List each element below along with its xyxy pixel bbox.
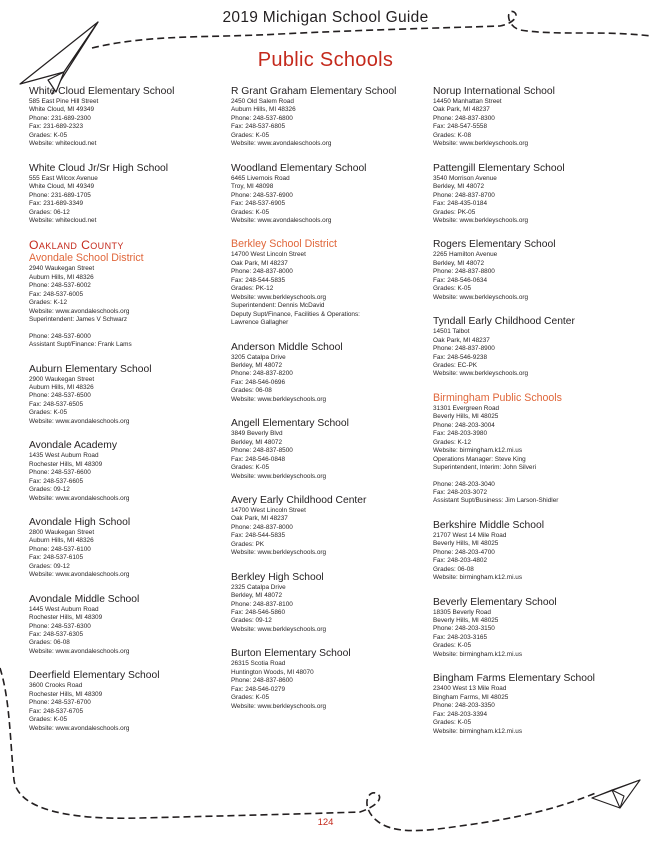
school-entry [29,162,234,226]
detail-line: Rochester Hills, MI 48309 [29,690,103,698]
school-entry [231,417,436,481]
detail-line: Fax: 248-546-5860 [231,609,286,617]
detail-line: 2800 Waukegan Street [29,528,95,536]
page-number: 124 [317,817,334,828]
detail-line: Oak Park, MI 48237 [231,515,288,523]
school-entry [433,672,638,736]
school-name: Avondale Middle School [29,593,140,605]
contact-details [29,606,234,657]
detail-line: Fax: 248-435-0184 [433,200,488,208]
school-name: Pattengill Elementary School [433,162,565,174]
contact-details [231,354,436,405]
school-name: Auburn Elementary School [29,363,152,375]
school-entry [433,315,638,379]
contact-details [29,682,234,733]
detail-line: Phone: 248-837-8100 [231,600,293,608]
detail-line: Fax: 248-544-5835 [231,532,286,540]
detail-line: Grades: K-05 [231,694,270,702]
detail-line: Phone: 248-837-8700 [433,191,495,199]
detail-line: Phone: 248-537-6300 [29,622,91,630]
listing-column-3 [433,85,638,749]
detail-line: Troy, MI 48098 [231,183,274,191]
detail-line: Berkley, MI 48072 [433,259,485,267]
district-name: Avondale School District [29,252,144,265]
school-entry [433,162,638,226]
detail-line: Website: www.berkleyschools.org [231,395,327,403]
guide-title: 2019 Michigan School Guide [222,9,429,26]
detail-line: Website: birmingham.k12.mi.us [433,447,523,455]
detail-line: 31301 Evergreen Road [433,404,500,412]
school-entry [231,571,436,635]
detail-line: Lawrence Gallagher [231,319,289,327]
detail-line: Phone: 248-837-8900 [433,345,495,353]
detail-line: Fax: 248-537-6305 [29,631,84,639]
school-name: Woodland Elementary School [231,162,367,174]
detail-line: Fax: 231-689-2323 [29,123,84,131]
detail-line: Phone: 248-537-6600 [29,469,91,477]
line-spacer [29,325,234,333]
school-entry [433,519,638,583]
detail-line: Berkley, MI 48072 [231,361,283,369]
detail-line: Assistant Supt/Finance: Frank Lams [29,341,132,349]
detail-line: Huntington Woods, MI 48070 [231,668,314,676]
contact-details [29,529,234,580]
detail-line: Fax: 248-537-6705 [29,707,84,715]
contact-details [231,98,436,149]
detail-line: Grades: K-05 [433,719,472,727]
contact-details [231,584,436,635]
detail-line: Website: www.avondaleschools.org [29,307,130,315]
detail-line: Beverly Hills, MI 48025 [433,540,499,548]
detail-line: Website: www.berkleyschools.org [231,472,327,480]
detail-line: Grades: PK-12 [231,285,274,293]
district-name: Berkley School District [231,238,337,251]
detail-line: Fax: 248-537-6105 [29,554,84,562]
school-entry [29,669,234,733]
contact-details [433,609,638,660]
detail-line: Website: birmingham.k12.mi.us [433,574,523,582]
detail-line: Website: www.berkleyschools.org [433,140,529,148]
contact-details [433,328,638,379]
detail-line: Deputy Supt/Finance, Facilities & Operations: [231,310,360,318]
detail-line: Fax: 248-546-0848 [231,455,286,463]
detail-line: Grades: K-05 [29,131,68,139]
detail-line: Phone: 248-203-4700 [433,548,495,556]
detail-line: 3849 Beverly Blvd [231,430,283,438]
detail-line: Phone: 248-837-8000 [231,268,293,276]
contact-details [433,405,638,506]
detail-line: Rochester Hills, MI 48309 [29,614,103,622]
detail-line: Phone: 248-837-8800 [433,268,495,276]
detail-line: 1435 West Auburn Road [29,452,99,460]
detail-line: Auburn Hills, MI 48326 [29,273,94,281]
detail-line: Grades: K-05 [231,131,270,139]
district-entry [231,238,436,327]
contact-details [231,251,436,327]
school-entry [433,238,638,302]
detail-line: Fax: 248-203-3165 [433,633,488,641]
school-entry [433,596,638,660]
contact-details [231,507,436,558]
detail-line: Fax: 248-546-0279 [231,685,286,693]
contact-details [433,98,638,149]
detail-line: 2900 Waukegan Street [29,375,95,383]
detail-line: 26315 Scotia Road [231,660,286,668]
detail-line: Grades: 09-12 [29,486,70,494]
detail-line: Grades: K-12 [29,299,68,307]
detail-line: Grades: K-05 [29,409,68,417]
detail-line: Fax: 248-546-0634 [433,276,488,284]
line-spacer [433,473,638,481]
detail-line: Phone: 248-837-8000 [231,523,293,531]
detail-line: Rochester Hills, MI 48309 [29,460,103,468]
detail-line: Phone: 248-537-6800 [231,114,293,122]
contact-details [29,98,234,149]
detail-line: Phone: 248-537-6100 [29,545,91,553]
detail-line: Phone: 248-537-6002 [29,282,91,290]
detail-line: Superintendent: Dennis McDavid [231,302,325,310]
detail-line: Website: birmingham.k12.mi.us [433,727,523,735]
contact-details [231,430,436,481]
school-name: Berkley High School [231,571,324,583]
detail-line: Auburn Hills, MI 48326 [231,106,296,114]
school-name: Avondale Academy [29,440,117,452]
school-name: Angell Elementary School [231,418,349,430]
school-name: Deerfield Elementary School [29,670,160,682]
detail-line: Grades: K-05 [231,464,270,472]
detail-line: Website: www.berkleyschools.org [231,293,327,301]
school-name: Avery Early Childhood Center [231,494,367,506]
detail-line: Grades: K-05 [231,208,270,216]
detail-line: Website: www.avondaleschools.org [231,216,332,224]
detail-line: Grades: 06-08 [433,565,474,573]
school-entry [29,593,234,657]
detail-line: Fax: 248-537-6505 [29,400,84,408]
detail-line: Beverly Hills, MI 48025 [433,617,499,625]
contact-details [29,265,234,349]
detail-line: Superintendent, Interim: John Silveri [433,464,537,472]
contact-details [29,175,234,226]
school-entry [231,494,436,558]
detail-line: Fax: 248-537-6605 [29,477,84,485]
detail-line: Bingham Farms, MI 48025 [433,693,509,701]
detail-line: Oak Park, MI 48237 [433,106,490,114]
contact-details [433,251,638,302]
detail-line: 21707 West 14 Mile Road [433,531,507,539]
detail-line: Grades: 09-12 [231,617,272,625]
detail-line: Grades: PK [231,540,265,548]
section-title: Public Schools [257,49,394,71]
detail-line: Phone: 248-203-3350 [433,702,495,710]
detail-line: Website: www.berkleyschools.org [433,370,529,378]
contact-details [29,452,234,503]
detail-line: Website: whitecloud.net [29,216,97,224]
district-entry [433,392,638,506]
detail-line: Fax: 248-203-3980 [433,430,488,438]
detail-line: 23400 West 13 Mile Road [433,685,507,693]
school-name: White Cloud Jr/Sr High School [29,162,169,174]
school-name: Bingham Farms Elementary School [433,673,595,685]
detail-line: 1445 West Auburn Road [29,605,99,613]
detail-line: Fax: 248-537-6905 [231,200,286,208]
detail-line: Website: www.berkleyschools.org [231,549,327,557]
school-entry [29,363,234,427]
school-name: Tyndall Early Childhood Center [433,316,575,328]
detail-line: Fax: 248-203-3072 [433,488,488,496]
detail-line: Fax: 248-537-6005 [29,290,84,298]
detail-line: Grades: K-05 [433,285,472,293]
contact-details [433,685,638,736]
detail-line: 14450 Manhattan Street [433,98,502,105]
detail-line: Fax: 248-547-5558 [433,123,488,131]
contact-details [29,376,234,427]
detail-line: Website: www.berkleyschools.org [231,702,327,710]
district-name: Birmingham Public Schools [433,391,562,404]
school-name: Avondale High School [29,516,131,528]
detail-line: Fax: 248-546-0696 [231,378,286,386]
school-name: Rogers Elementary School [433,239,556,251]
school-name: Burton Elementary School [231,648,351,660]
detail-line: Phone: 248-537-6700 [29,699,91,707]
detail-line: Fax: 248-546-9238 [433,353,488,361]
detail-line: Beverly Hills, MI 48025 [433,413,499,421]
school-name: Beverly Elementary School [433,596,557,608]
school-name: Berkshire Middle School [433,519,545,531]
listing-column-1 [29,85,234,746]
school-entry [231,162,436,226]
detail-line: Website: www.avondaleschools.org [29,647,130,655]
detail-line: Website: birmingham.k12.mi.us [433,650,523,658]
detail-line: Auburn Hills, MI 48326 [29,383,94,391]
detail-line: Phone: 248-837-8300 [433,114,495,122]
detail-line: 3600 Crooks Road [29,682,83,690]
detail-line: Grades: 06-08 [29,639,70,647]
detail-line: 14501 Talbot [433,328,470,336]
detail-line: 555 East Wilcox Avenue [29,174,98,182]
detail-line: Operations Manager: Steve King [433,455,526,463]
school-entry [29,85,234,149]
detail-line: White Cloud, MI 49349 [29,183,95,191]
paper-airplane-icon [592,780,640,808]
detail-line: Phone: 248-837-8200 [231,370,293,378]
detail-line: Grades: K-08 [433,131,472,139]
detail-line: 2450 Old Salem Road [231,98,294,105]
contact-details [231,175,436,226]
contact-details [231,660,436,711]
detail-line: Phone: 248-203-3040 [433,480,495,488]
detail-line: Grades: K-12 [433,438,472,446]
detail-line: Phone: 248-203-3004 [433,421,495,429]
detail-line: Website: www.avondaleschools.org [29,494,130,502]
district-entry [29,252,234,349]
detail-line: Grades: PK-05 [433,208,476,216]
detail-line: Grades: 09-12 [29,562,70,570]
detail-line: Website: www.berkleyschools.org [433,216,529,224]
detail-line: Website: www.avondaleschools.org [231,140,332,148]
school-entry [231,341,436,405]
detail-line: Assistant Supt/Business: Jim Larson-Shidler [433,497,559,505]
detail-line: Phone: 248-537-6900 [231,191,293,199]
detail-line: Grades: 06-08 [231,387,272,395]
detail-line: Phone: 231-689-1705 [29,191,91,199]
detail-line: Berkley, MI 48072 [231,438,283,446]
school-entry [29,439,234,503]
detail-line: 3205 Catalpa Drive [231,353,286,361]
detail-line: 2325 Catalpa Drive [231,583,286,591]
school-entry [231,85,436,149]
detail-line: Grades: 06-12 [29,208,70,216]
school-name: Norup International School [433,86,555,97]
detail-line: Superintendent: James V Schwarz [29,316,128,324]
detail-line: Fax: 248-537-6805 [231,123,286,131]
detail-line: 14700 West Lincoln Street [231,251,306,259]
detail-line: 18305 Beverly Road [433,608,491,616]
detail-line: Phone: 248-537-6000 [29,332,91,340]
detail-line: Berkley, MI 48072 [231,592,283,600]
detail-line: Grades: K-05 [29,716,68,724]
school-name: White Cloud Elementary School [29,86,175,97]
detail-line: Phone: 231-689-2300 [29,114,91,122]
school-entry [433,85,638,149]
detail-line: Phone: 248-837-8500 [231,447,293,455]
school-entry [29,516,234,580]
detail-line: Grades: K-05 [433,642,472,650]
detail-line: 585 East Pine Hill Street [29,98,99,105]
detail-line: Website: www.avondaleschools.org [29,571,130,579]
detail-line: Website: www.berkleyschools.org [231,625,327,633]
detail-line: Fax: 231-689-3349 [29,200,84,208]
detail-line: Website: whitecloud.net [29,140,97,148]
listing-column-2 [231,85,436,724]
detail-line: Fax: 248-203-3394 [433,710,488,718]
detail-line: Grades: EC-PK [433,361,478,369]
school-name: Anderson Middle School [231,341,343,353]
detail-line: Fax: 248-544-5835 [231,276,286,284]
detail-line: 14700 West Lincoln Street [231,506,306,514]
contact-details [433,532,638,583]
contact-details [433,175,638,226]
school-name: R Grant Graham Elementary School [231,86,397,97]
detail-line: Website: www.berkleyschools.org [433,293,529,301]
school-entry [231,647,436,711]
detail-line: Phone: 248-203-3150 [433,625,495,633]
detail-line: Berkley, MI 48072 [433,183,485,191]
detail-line: White Cloud, MI 49349 [29,106,95,114]
detail-line: 6465 Livernois Road [231,174,290,182]
detail-line: Oak Park, MI 48237 [231,259,288,267]
detail-line: Auburn Hills, MI 48326 [29,537,94,545]
detail-line: Phone: 248-537-6500 [29,392,91,400]
detail-line: Fax: 248-203-4802 [433,557,488,565]
county-heading: Oakland County [29,238,124,253]
detail-line: Oak Park, MI 48237 [433,336,490,344]
detail-line: Phone: 248-837-8600 [231,677,293,685]
detail-line: 3540 Morrison Avenue [433,174,497,182]
detail-line: 2940 Waukegan Street [29,265,95,273]
detail-line: Website: www.avondaleschools.org [29,417,130,425]
detail-line: Website: www.avondaleschools.org [29,724,130,732]
detail-line: 2265 Hamilton Avenue [433,251,498,259]
